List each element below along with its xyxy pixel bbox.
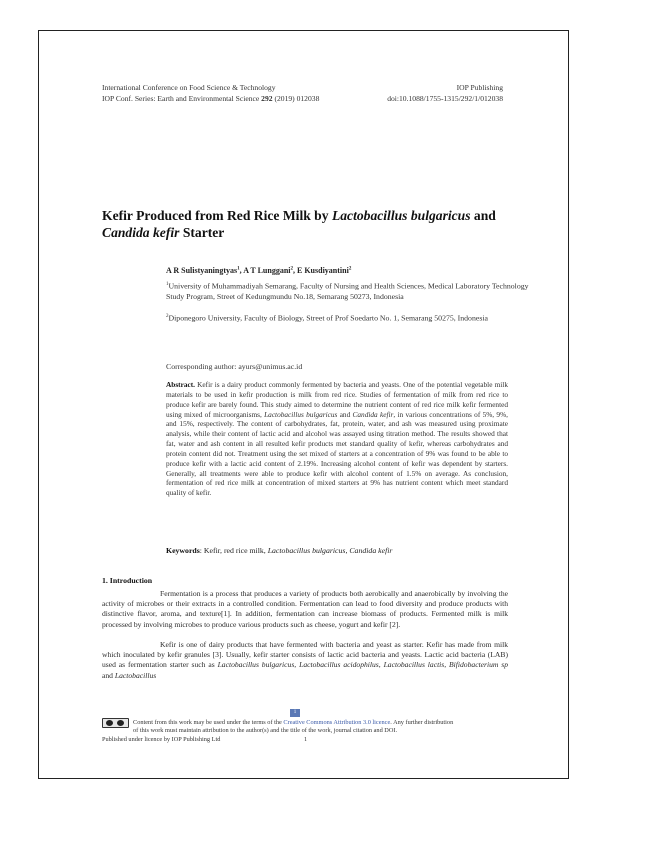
author-1: A R Sulistyaningtyas (166, 266, 238, 275)
title-species-2: Candida kefir (102, 225, 180, 240)
author-3: E Kusdiyantini (297, 266, 349, 275)
affiliation-2 (166, 312, 536, 324)
title-part: and (470, 208, 496, 223)
by-circle-icon (117, 720, 124, 726)
author-sep: , (293, 266, 297, 275)
species-name: Lactobacillus acidophilus (299, 660, 379, 670)
cc-circle-icon (106, 720, 113, 726)
license-text-c: of this work must maintain attribution to the author(s) and the title of the work, journal citation and DOI. (133, 727, 398, 734)
abstract-species: Lactobacillus bulgaricus (264, 409, 338, 419)
keyword-species-2: Candida kefir (349, 546, 393, 555)
abstract-label: Abstract. (166, 380, 195, 389)
keyword-species-1: Lactobacillus bulgaricus (267, 546, 346, 555)
species-name: Lactobacillus lactis (383, 660, 445, 670)
publisher-name: IOP Publishing (456, 83, 503, 92)
series-prefix: IOP Conf. Series: Earth and Environmental Science (102, 94, 262, 103)
author-list (166, 266, 351, 275)
affiliation-1-text: University of Muhammadiyah Semarang, Faculty of Nursing and Health Sciences, Medical Laboratory Technology Study Program, Street of Kedungmundu No.18, Semarang 50273, Indonesia (166, 281, 529, 302)
keywords-text: : Kefir, red rice milk, (199, 546, 268, 555)
doi: doi:10.1088/1755-1315/292/1/012038 (387, 94, 503, 103)
license-text-a: Content from this work may be used under the terms of the (133, 719, 284, 726)
species-name: Lactobacillus (114, 670, 157, 680)
series-suffix: (2019) 012038 (272, 94, 320, 103)
intro-paragraph-1 (102, 589, 508, 630)
species-name: Bifidobacterium sp (449, 660, 509, 670)
section-heading-introduction: 1. Introduction (102, 576, 153, 585)
abstract-text: Kefir is a dairy product commonly fermented by bacteria and yeasts. One of the potential vegetable milk materials to be used in kefir production is milk from red rice. Studies of fermentation of milk from red rice to produce kefir are barely found. This study aimed to determine the nutrient content of red rice milk kefir fermented using mixed of microorganisms, (166, 380, 508, 419)
keywords-sep: , (345, 546, 350, 555)
author-2: A T Lunggani (243, 266, 291, 275)
sep: , (444, 660, 450, 670)
page-number: 1 (304, 736, 308, 743)
license-link[interactable]: Creative Commons Attribution 3.0 licence (283, 719, 391, 726)
series-volume: 292 (261, 94, 273, 103)
abstract-species: Candida kefir (352, 409, 394, 419)
affiliation-2-mark: 2 (166, 314, 169, 319)
publisher-licence: Published under licence by IOP Publishing Ltd (102, 736, 221, 743)
paper-page (38, 30, 569, 779)
author-3-affil: 2 (348, 266, 352, 272)
abstract (166, 380, 508, 498)
title-part: Starter (179, 225, 225, 240)
sep: and (102, 670, 115, 680)
intro-paragraph-2 (102, 640, 508, 681)
species-name: Lactobacillus bulgaricus (217, 660, 295, 670)
author-1-affil: 1 (237, 266, 240, 272)
corresponding-author[interactable]: Corresponding author: ayurs@unimus.ac.id (166, 362, 303, 371)
page-badge: 1 (290, 709, 300, 717)
paper-title (102, 207, 522, 241)
sep: , (294, 660, 300, 670)
keywords-label: Keywords (166, 546, 200, 555)
sep: , (378, 660, 384, 670)
author-sep: , (239, 266, 244, 275)
license-text-b: . Any further distribution (390, 719, 454, 726)
license-text (133, 719, 513, 735)
affiliation-2-text: Diponegoro University, Faculty of Biology, Street of Prof Soedarto No. 1, Semarang 50275, Indonesia (168, 313, 488, 323)
affiliation-1 (166, 280, 536, 303)
series-citation (102, 94, 319, 103)
title-part: Kefir Produced from Red Rice Milk by (102, 208, 332, 223)
paragraph-text: Kefir is one of dairy products that have fermented with bacteria and yeast as starter. Kefir has made from milk which inoculated by kefir granules [3]. Usually, kefir starter consists of lactic acid bacteria and yeasts. Lactic acid bacteria (LAB) used as fermentation starter such as (102, 640, 508, 670)
affiliation-1-mark: 1 (166, 282, 169, 287)
title-species-1: Lactobacillus bulgaricus (331, 208, 471, 223)
abstract-text: and (337, 409, 353, 419)
paragraph-text: Fermentation is a process that produces a variety of products both aerobically and anaerobically by involving the activity of microbes or their extracts in a controlled condition. Fermentation can lead to food diversity and produce products with distinctive flavor, aroma, and texture[1]. In addition, fermentation can increase biomass of products. Fermented milk is milk processed by involving microbes to produce various products such as cheese, yogurt and kefir [2]. (102, 589, 508, 629)
conference-name: International Conference on Food Science & Technology (102, 83, 276, 92)
abstract-text: , in various concentrations of 5%, 9%, and 15%, respectively. The content of carbohydrates, fat, protein, water, and ash was measured using proximate analysis, while their content of lactic acid and alcohol was assayed using titration method. The results showed that fat, water and ash content in all resulted kefir products met standard quality of kefir, whereas carbohydrates and protein content did not. Treatment using the set mixed of starters at a concentration of 9% was found to be able to produce kefir with a lactic acid content of 2.19%. Increasing alcohol content of kefir was dependent by starters. Generally, all treatments were able to produce kefir with alcohol content of 1.5% on average. As conclusion, fermentation of red rice milk at concentration of mixed starters at 9% has nutrient content which meet standard quality of kefir. (166, 409, 508, 498)
keywords (166, 546, 392, 555)
creative-commons-icon[interactable] (102, 718, 129, 728)
author-2-affil: 2 (290, 266, 293, 272)
